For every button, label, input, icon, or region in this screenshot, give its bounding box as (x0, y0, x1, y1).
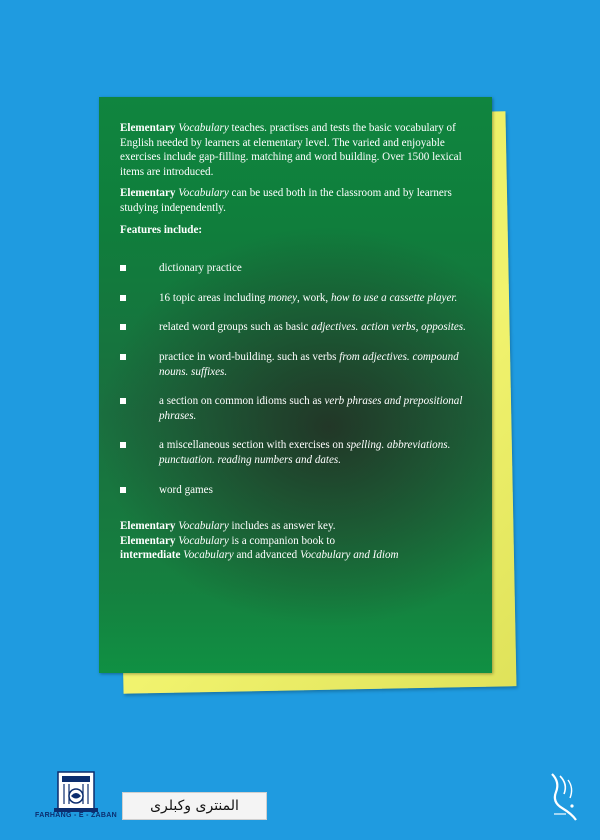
feature-item: 16 topic areas including money, work, how to use a cassette player. (120, 291, 472, 306)
intro-text-2: can be used both in the classroom and by learners studying independently. (120, 187, 452, 214)
feature-item: word games (120, 483, 472, 498)
square-bullet-icon (120, 295, 126, 301)
publisher-name: FARHANG - E - ZABAN (35, 812, 117, 819)
intro-paragraph-2 (120, 186, 472, 215)
square-bullet-icon (120, 487, 126, 493)
square-bullet-icon (120, 265, 126, 271)
closing-line-1: Elementary Vocabulary includes as answer key. (120, 520, 336, 533)
features-list (120, 261, 472, 497)
feature-item: dictionary practice (120, 261, 472, 276)
feature-item: related word groups such as basic adjectives. action verbs, opposites. (120, 320, 472, 335)
calligraphy-logo-icon (546, 770, 582, 822)
feature-item: a miscellaneous section with exercises on spelling. abbreviations. punctuation. reading numbers and dates. (120, 438, 472, 467)
intro-text-1: teaches. practises and tests the basic vocabulary of English needed by learners at elementary level. The varied and enjoyable exercises include gap-filling. matching and word building. Over 1500 lexical items are introduced. (120, 122, 462, 178)
intro-paragraph-1 (120, 121, 472, 179)
description-panel (99, 97, 492, 673)
series-title: Vocabulary (178, 122, 229, 134)
feature-item: practice in word-building. such as verbs from adjectives. compound nouns. suffixes. (120, 350, 472, 379)
series-title: Vocabulary (178, 187, 229, 200)
features-heading: Features include: (120, 223, 203, 236)
square-bullet-icon (120, 442, 126, 448)
series-level: Elementary (120, 122, 176, 134)
price-sticker: المنتری وکبلری (122, 792, 267, 820)
closing-line-3: intermediate Vocabulary and advanced Vocabulary and Idiom (120, 549, 399, 562)
square-bullet-icon (120, 398, 126, 404)
square-bullet-icon (120, 324, 126, 330)
feature-item: a section on common idioms such as verb phrases and prepositional phrases. (120, 394, 472, 423)
square-bullet-icon (120, 354, 126, 360)
closing-line-2: Elementary Vocabulary is a companion book to (120, 534, 336, 547)
closing-section (120, 519, 472, 563)
series-level: Elementary (120, 187, 176, 200)
